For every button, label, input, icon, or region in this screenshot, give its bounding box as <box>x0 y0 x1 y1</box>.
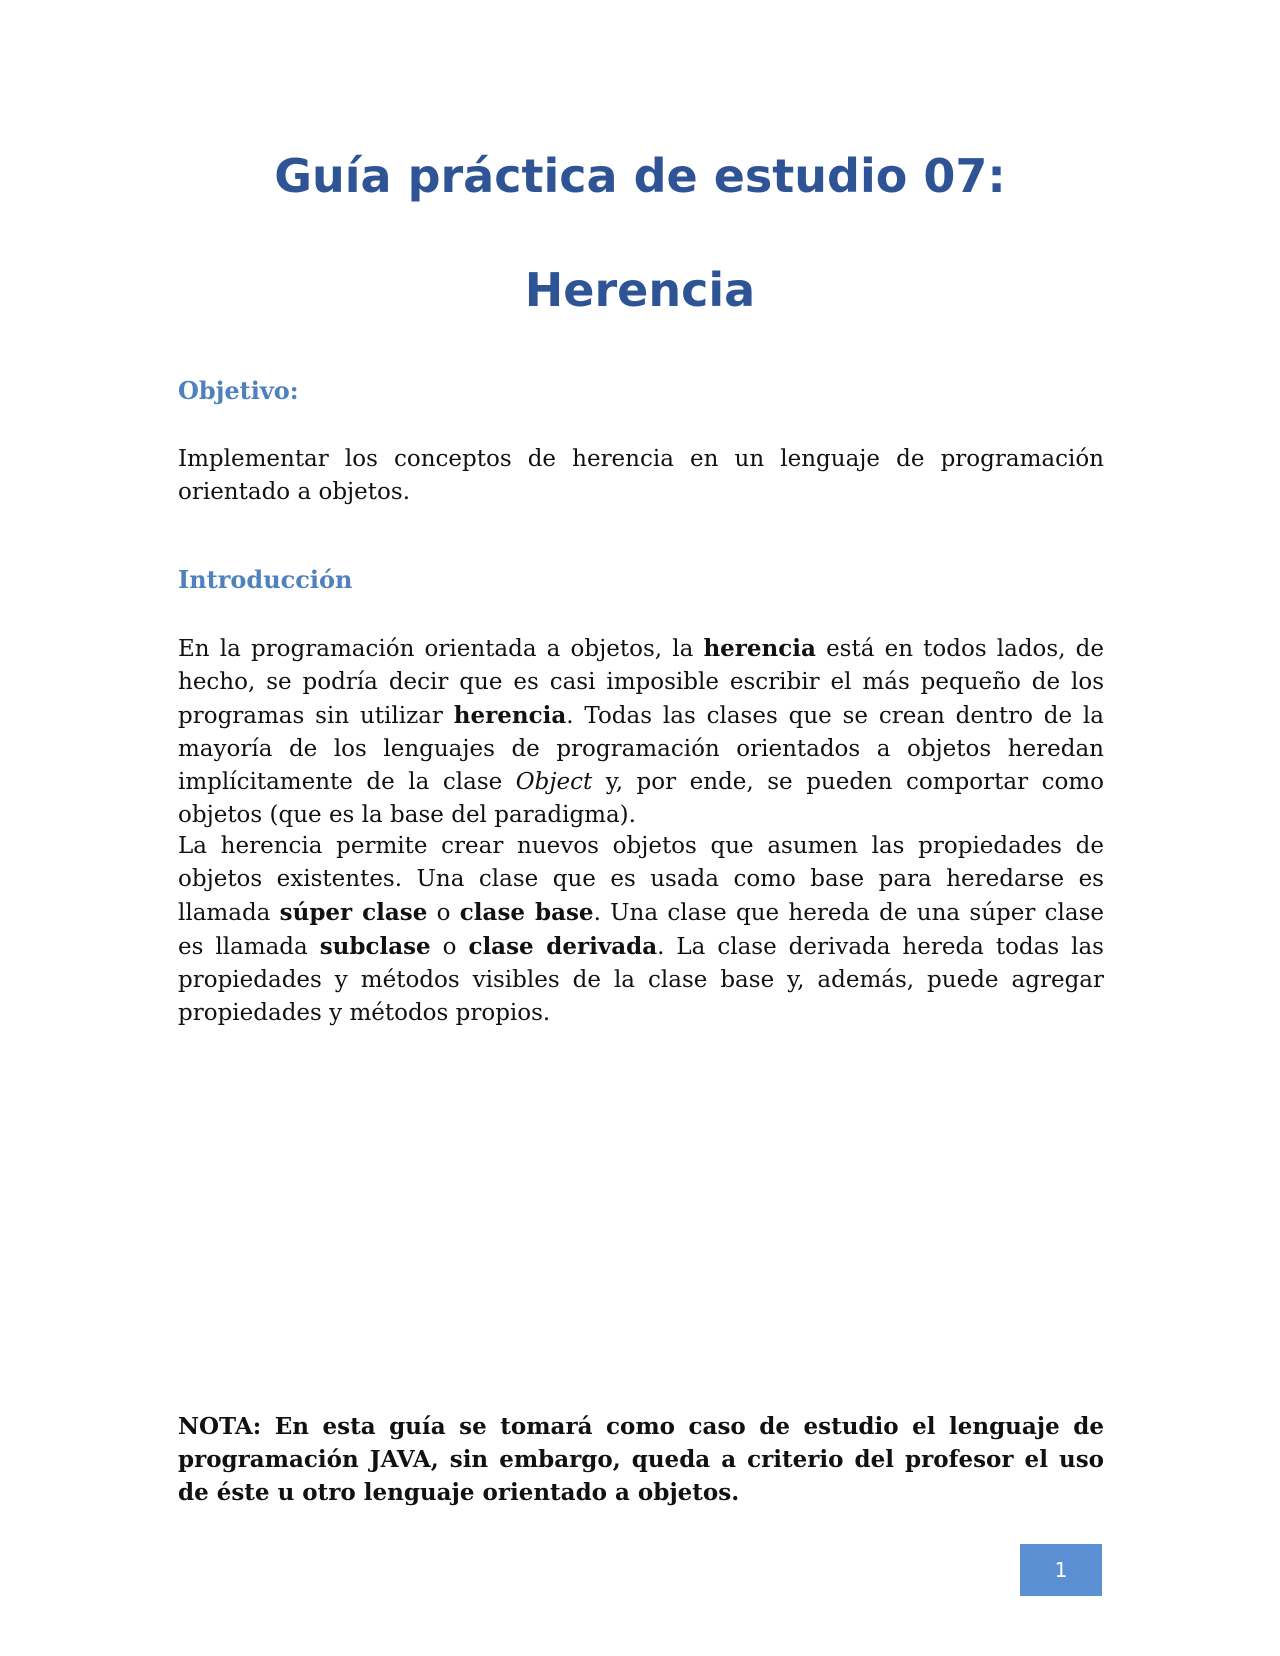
bold-term: clase base <box>459 899 594 926</box>
bold-term: subclase <box>319 933 431 960</box>
text-run: está en todos lados, de hecho, se podría decir que es casi imposible escribir el más pequeño de los programas sin utilizar <box>178 636 1105 729</box>
bold-term: súper clase <box>279 899 428 926</box>
text-run: . Todas las clases que se crean dentro de la mayoría de los lenguajes de programación orientados a objetos heredan implícitamente de la clase <box>178 703 1104 795</box>
italic-term: Object <box>515 769 593 795</box>
introduction-heading: Introducción <box>178 565 353 594</box>
introduction-paragraph-2 <box>178 830 1104 1030</box>
text-run: . La clase derivada hereda todas las propiedades y métodos visibles de la clase base y, además, puede agregar propiedades y métodos propios. <box>178 934 1104 1026</box>
bold-term: herencia <box>453 702 567 729</box>
page-number-badge <box>1020 1544 1102 1596</box>
text-run: o <box>427 900 460 926</box>
document-subtitle: Herencia <box>524 263 756 317</box>
introduction-paragraph-1 <box>178 632 1104 832</box>
note-paragraph: NOTA: En esta guía se tomará como caso de estudio el lenguaje de programación JAVA, sin embargo, queda a criterio del profesor el uso de éste u otro lenguaje orientado a objetos. <box>178 1413 1104 1506</box>
text-run: La herencia permite crear nuevos objetos que asumen las propiedades de objetos existentes. Una clase que es usada como base para heredarse es llamada <box>178 833 1104 926</box>
bold-term: clase derivada <box>468 933 658 960</box>
text-run: y, por ende, se pueden comportar como objetos (que es la base del paradigma). <box>178 769 1104 828</box>
page-number: 1 <box>1054 1558 1068 1582</box>
text-run: o <box>430 934 469 960</box>
text-run: En la programación orientada a objetos, la <box>178 636 704 662</box>
document-title: Guía práctica de estudio 07: <box>274 149 1006 203</box>
objective-paragraph: Implementar los conceptos de herencia en un lenguaje de programación orientado a objetos. <box>178 446 1104 505</box>
objective-heading: Objetivo: <box>178 376 299 405</box>
text-run: . Una clase que hereda de una súper clase es llamada <box>178 900 1104 960</box>
bold-term: herencia <box>703 635 816 662</box>
